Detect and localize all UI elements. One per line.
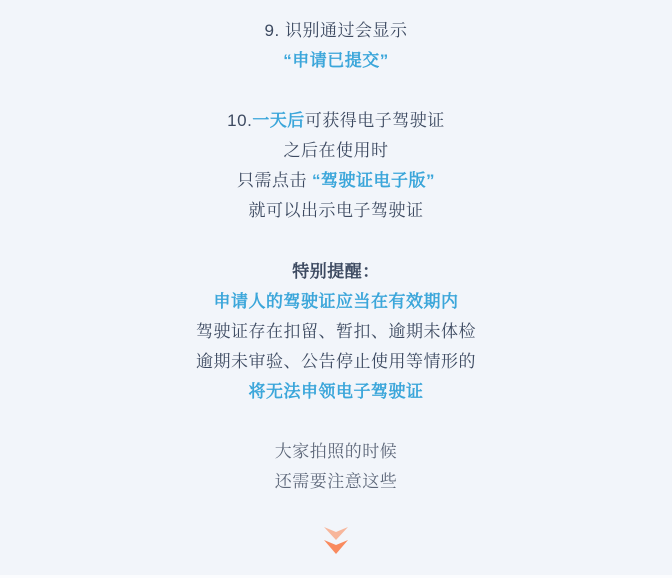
step-10-line1 [0, 106, 672, 136]
step-10-rest: 可获得电子驾驶证 [304, 111, 445, 130]
notice-condition-2: 逾期未审验、公告停止使用等情形的 [196, 352, 476, 371]
step-9-section [0, 16, 672, 76]
outro-line2: 还需要注意这些 [274, 472, 398, 491]
notice-condition-1: 驾驶证存在扣留、暂扣、逾期未体检 [196, 322, 476, 341]
scroll-hint [0, 527, 672, 555]
notice-title: 特别提醒： [292, 262, 380, 281]
outro-line1: 大家拍照的时候 [274, 442, 398, 461]
step-10-line3-prefix: 只需点击 [237, 171, 307, 190]
outro-section [0, 437, 672, 497]
step-10-line3-highlight: “驾驶证电子版” [312, 171, 435, 190]
step-9-result-text: “申请已提交” [283, 51, 389, 70]
step-10-section [0, 106, 672, 226]
step-10-highlight: 一天后 [252, 111, 305, 130]
double-chevron-down-icon [324, 527, 348, 555]
notice-result-text: 将无法申领电子驾驶证 [248, 382, 424, 401]
step-10-line2: 之后在使用时 [283, 141, 389, 160]
step-10-line4: 就可以出示电子驾驶证 [248, 201, 424, 220]
notice-validity-text: 申请人的驾驶证应当在有效期内 [213, 292, 459, 311]
notice-section [0, 257, 672, 407]
step-9-text: 9. 识别通过会显示 [264, 21, 408, 40]
step-10-number: 10. [227, 111, 253, 130]
step-10-line3 [0, 166, 672, 196]
